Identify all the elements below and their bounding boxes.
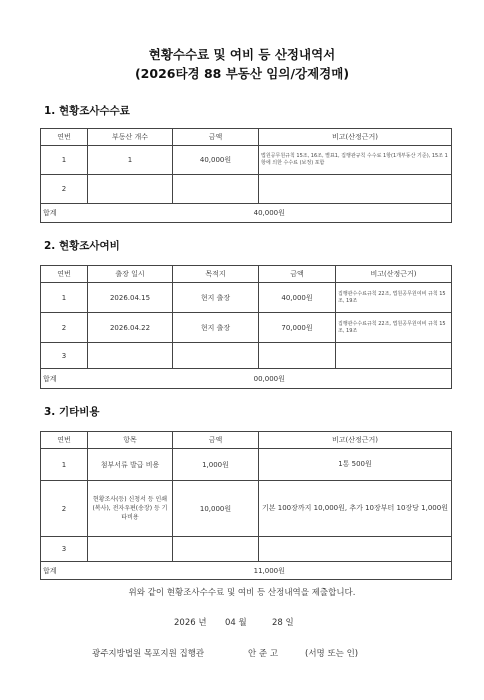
table-row <box>41 146 452 175</box>
item-cell: 현황조사(등) 신청서 등 인쇄(복사), 전자우편(송장) 등 기타비용 <box>88 481 173 537</box>
column-header: 금액 <box>259 266 336 283</box>
note-cell <box>259 175 452 204</box>
table-row <box>41 481 452 537</box>
note-cell: 집행관수수료규칙 22조, 법원공무원여비 규칙 15조, 19조 <box>336 283 452 313</box>
section2-heading: 2. 현황조사여비 <box>44 240 120 252</box>
amount-cell: 70,000원 <box>259 313 336 343</box>
total-label: 합계 <box>41 562 88 580</box>
column-header: 금액 <box>173 129 259 146</box>
document-title: 현황수수료 및 여비 등 산정내역서 <box>148 47 336 62</box>
note-cell: 기본 100장까지 10,000원, 추가 10장부터 10장당 1,000원 <box>259 481 452 537</box>
property-count: 1 <box>88 146 173 175</box>
total-value: 40,000원 <box>88 204 452 223</box>
statement-text: 위와 같이 현황조사수수료 및 여비 등 산정내역을 제출합니다. <box>128 588 356 598</box>
section1-table <box>40 128 452 223</box>
column-header: 비고(산정근거) <box>259 432 452 449</box>
table-row <box>41 175 452 204</box>
date-day: 28 일 <box>272 618 294 628</box>
section3-heading: 3. 기타비용 <box>44 406 100 418</box>
table-row <box>41 343 452 369</box>
table-row <box>41 313 452 343</box>
row-number: 3 <box>41 537 88 562</box>
signature-seal: (서명 또는 인) <box>305 649 359 659</box>
row-number: 2 <box>41 481 88 537</box>
total-row <box>41 369 452 389</box>
column-header: 항목 <box>88 432 173 449</box>
trip-date: 2026.04.22 <box>88 313 173 343</box>
note-cell: 법원공무원규칙 15조, 16조, 별표1, 집행관규칙 수수료 1항(1개부동산 기준), 15조 1항에 의한 수수료 (보정) 포함 <box>259 146 452 175</box>
row-number: 3 <box>41 343 88 369</box>
trip-date <box>88 343 173 369</box>
note-cell: 집행관수수료규칙 22조, 법원공무원여비 규칙 15조, 19조 <box>336 313 452 343</box>
signature-org: 광주지방법원 목포지원 집행관 <box>92 649 205 659</box>
amount-cell: 10,000원 <box>173 481 259 537</box>
amount-cell: 40,000원 <box>259 283 336 313</box>
row-number: 2 <box>41 175 88 204</box>
item-cell: 첨부서류 발급 비용 <box>88 449 173 481</box>
total-row <box>41 562 452 580</box>
note-cell: 1통 500원 <box>259 449 452 481</box>
amount-cell <box>259 343 336 369</box>
destination: 현지 출장 <box>173 313 259 343</box>
total-label: 합계 <box>41 204 88 223</box>
row-number: 1 <box>41 283 88 313</box>
date-month: 04 월 <box>225 618 247 628</box>
document-subtitle: (2026타경 88 부동산 임의/강제경매) <box>134 66 350 81</box>
total-value: 00,000원 <box>88 369 452 389</box>
note-cell <box>336 343 452 369</box>
table-row <box>41 537 452 562</box>
note-cell <box>259 537 452 562</box>
signature-name: 안 준 고 <box>248 649 279 659</box>
total-label: 합계 <box>41 369 88 389</box>
amount-cell: 1,000원 <box>173 449 259 481</box>
section2-table <box>40 265 452 389</box>
column-header: 부동산 개수 <box>88 129 173 146</box>
total-value: 11,000원 <box>88 562 452 580</box>
row-number: 2 <box>41 313 88 343</box>
item-cell <box>88 537 173 562</box>
row-number: 1 <box>41 449 88 481</box>
column-header: 연번 <box>41 129 88 146</box>
destination <box>173 343 259 369</box>
table-row <box>41 283 452 313</box>
amount-cell: 40,000원 <box>173 146 259 175</box>
table-header-row <box>41 432 452 449</box>
column-header: 연번 <box>41 432 88 449</box>
amount-cell <box>173 537 259 562</box>
destination: 현지 출장 <box>173 283 259 313</box>
property-count <box>88 175 173 204</box>
table-header-row <box>41 129 452 146</box>
table-header-row <box>41 266 452 283</box>
column-header: 연번 <box>41 266 88 283</box>
date-year: 2026 년 <box>174 618 207 628</box>
column-header: 목적지 <box>173 266 259 283</box>
column-header: 비고(산정근거) <box>259 129 452 146</box>
section1-heading: 1. 현황조사수수료 <box>44 105 130 117</box>
column-header: 비고(산정근거) <box>336 266 452 283</box>
row-number: 1 <box>41 146 88 175</box>
section3-table <box>40 431 452 580</box>
table-row <box>41 449 452 481</box>
trip-date: 2026.04.15 <box>88 283 173 313</box>
amount-cell <box>173 175 259 204</box>
column-header: 금액 <box>173 432 259 449</box>
total-row <box>41 204 452 223</box>
column-header: 출장 일시 <box>88 266 173 283</box>
